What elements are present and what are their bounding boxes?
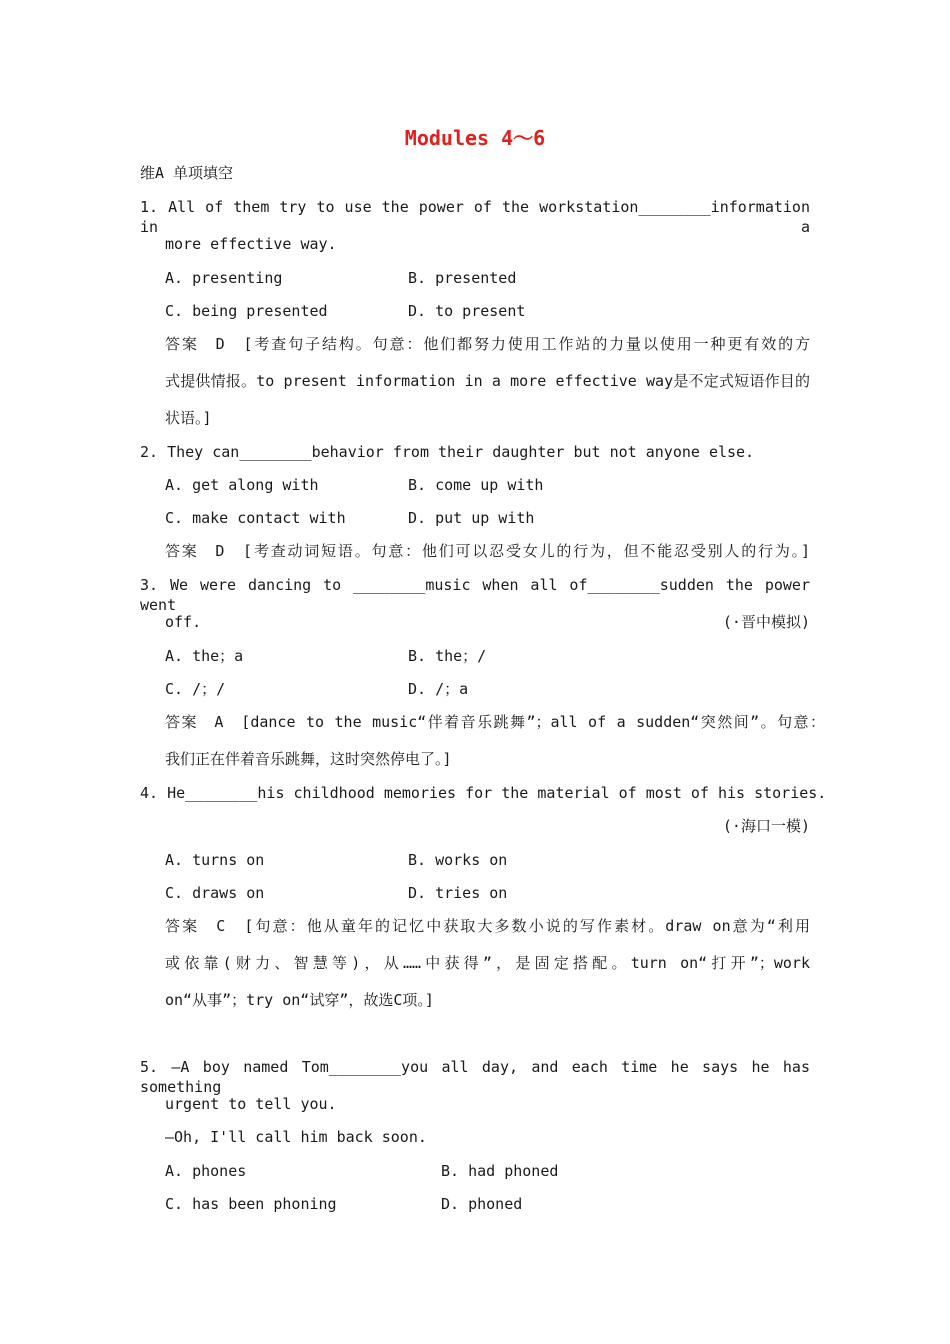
option-c: C. draws on: [165, 884, 265, 902]
option-a: A. get along with: [165, 476, 319, 494]
question-stem: 5. —A boy named Tom________you all day, and each time he says he has something: [140, 1058, 810, 1096]
option-d: D. to present: [408, 302, 526, 320]
question-stem: 1. All of them try to use the power of the workstation________information in a: [140, 198, 810, 236]
question-stem: 2. They can________behavior from their daughter but not anyone else.: [140, 443, 755, 461]
question-stem: 4. He________his childhood memories for the material of most of his stories.: [140, 784, 827, 802]
question-source: (·晋中模拟): [722, 613, 810, 631]
question-source: (·海口一模): [722, 817, 810, 835]
option-c: C. make contact with: [165, 509, 346, 527]
option-b: B. had phoned: [441, 1162, 559, 1180]
option-b: B. presented: [408, 269, 517, 287]
answer-explanation: 答案 C [句意：他从童年的记忆中获取大多数小说的写作素材。draw on意为“利用: [165, 917, 810, 935]
option-c: C. /；/: [165, 680, 226, 698]
answer-explanation: 状语。]: [165, 409, 212, 427]
answer-explanation: on“从事”；try on“试穿”，故选C项。]: [165, 991, 434, 1009]
option-d: D. /；a: [408, 680, 469, 698]
option-a: A. the；a: [165, 647, 244, 665]
option-a: A. turns on: [165, 851, 265, 869]
option-b: B. the；/: [408, 647, 487, 665]
option-a: A. presenting: [165, 269, 283, 287]
question-stem: 3. We were dancing to ________music when all of________sudden the power went: [140, 576, 810, 614]
option-b: B. works on: [408, 851, 508, 869]
section-heading: 维A 单项填空: [140, 164, 234, 182]
answer-explanation: 答案 A [dance to the music“伴着音乐跳舞”；all of a sudden“突然间”。句意：: [165, 713, 825, 731]
option-d: D. phoned: [441, 1195, 523, 1213]
option-c: C. being presented: [165, 302, 328, 320]
option-d: D. tries on: [408, 884, 508, 902]
question-stem: off.: [165, 613, 202, 631]
option-a: A. phones: [165, 1162, 247, 1180]
answer-explanation: 或依靠(财力、智慧等)，从……中获得”，是固定搭配。turn on“打开”；work: [165, 954, 810, 972]
option-d: D. put up with: [408, 509, 535, 527]
answer-explanation: 答案 D [考查动词短语。句意：他们可以忍受女儿的行为，但不能忍受别人的行为。]: [165, 542, 810, 560]
page-title: Modules 4～6: [404, 126, 546, 150]
question-stem: —Oh, I'll call him back soon.: [165, 1128, 427, 1146]
answer-explanation: 式提供情报。to present information in a more effective way是不定式短语作目的: [165, 372, 810, 390]
option-c: C. has been phoning: [165, 1195, 337, 1213]
question-stem: urgent to tell you.: [165, 1095, 337, 1113]
question-stem: more effective way.: [165, 235, 337, 253]
option-b: B. come up with: [408, 476, 544, 494]
answer-explanation: 我们正在伴着音乐跳舞，这时突然停电了。]: [165, 750, 452, 768]
answer-explanation: 答案 D [考查句子结构。句意：他们都努力使用工作站的力量以使用一种更有效的方: [165, 335, 810, 353]
